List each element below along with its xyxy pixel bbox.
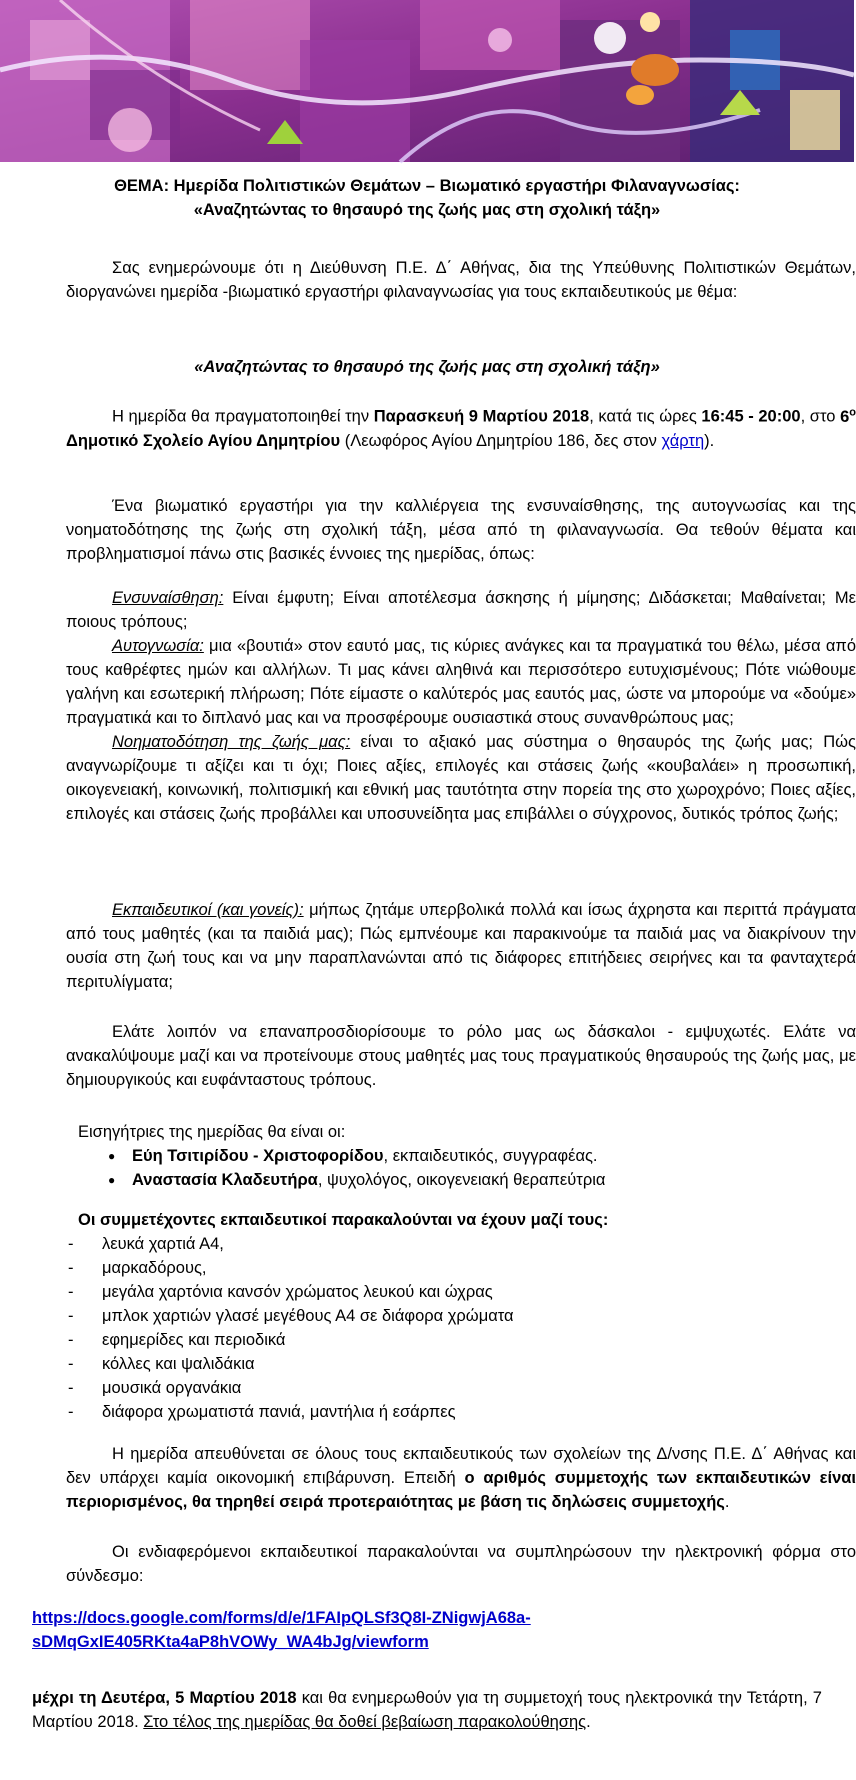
concept-term: Ενσυναίσθηση: xyxy=(112,589,224,607)
school-ordinal: ο xyxy=(849,406,856,418)
audience-priority-note: ο αριθμός συμμετοχής των εκπαιδευτικών είναι περιορισμένος, θα τηρηθεί σειρά προτεραιότητας με βάση τις δηλώσεις συμμετοχής xyxy=(66,1469,856,1511)
subject-line-1: ΘΕΜΑ: Ημερίδα Πολιτιστικών Θεμάτων – Βιωματικό εργαστήρι Φιλαναγνωσίας: xyxy=(114,177,740,195)
material-item: - κόλλες και ψαλιδάκια xyxy=(66,1352,856,1376)
event-hours: 16:45 - 20:00 xyxy=(701,407,801,426)
audience-paragraph xyxy=(66,1442,856,1514)
theme-title: «Αναζητώντας το θησαυρό της ζωής μας στη σχολική τάξη» xyxy=(194,358,660,376)
material-item: - μπλοκ χαρτιών γλασέ μεγέθους Α4 σε διάφορα χρώματα xyxy=(66,1304,856,1328)
subject-heading xyxy=(0,174,854,222)
form-intro: Οι ενδιαφερόμενοι εκπαιδευτικοί παρακαλούνται να συμπληρώσουν την ηλεκτρονική φόρμα στο σύνδεσμο: xyxy=(66,1543,856,1585)
speaker-name: Αναστασία Κλαδευτήρα xyxy=(132,1171,318,1189)
material-item: - μαρκαδόρους, xyxy=(66,1256,856,1280)
google-form-link[interactable] xyxy=(32,1609,531,1651)
when-text-2: , κατά τις ώρες xyxy=(589,407,702,426)
concept-text: μήπως ζητάμε υπερβολικά πολλά και ίσως άχρηστα και περιττά πράγματα από τους μαθητές (και τα παιδιά μας); Πώς εμπνέουμε και παρακινούμε τα παιδιά μας να διακρίνουν την ουσία στη ζωή τους και να μην παραπλανώνται από τις διάφορες επιτήδειες σειρήνες και τα φανταχτερά περιτυλίγματα; xyxy=(66,901,856,991)
material-item: - λευκά χαρτιά Α4, xyxy=(66,1232,856,1256)
speaker-item xyxy=(102,1144,856,1168)
subject-line-2: «Αναζητώντας το θησαυρό της ζωής μας στη σχολική τάξη» xyxy=(193,201,661,219)
speaker-role: , ψυχολόγος, οικογενειακή θεραπεύτρια xyxy=(317,1171,606,1189)
concept-text: μια «βουτιά» στον εαυτό μας, τις κύριες ανάγκες και τα πραγματικά του θέλω, μέσα από τους καθρέφτες ημών και αλλήλων. Τι μας κάνει αληθινά και περισσότερο ευτυχισμένους; Πότε νιώθουμε γαλήνη και εσωτερική πλήρωση; Πότε είμαστε ο καλύτερός μας εαυτός μας, ώστε να μπορούμε να «δούμε» πραγματικά και το διπλανό μας και να προσφέρουμε ουσιαστικά στους συνανθρώπους μας; xyxy=(66,637,856,727)
map-link[interactable]: χάρτη xyxy=(661,431,705,450)
speaker-name: Εύη Τσιτιρίδου - Χριστοφορίδου xyxy=(132,1147,384,1165)
concept-term: Αυτογνωσία: xyxy=(112,637,204,655)
form-url-part-2[interactable]: sDMqGxIE405RKta4aP8hVOWy_WA4bJg/viewform xyxy=(32,1633,429,1651)
speakers-section xyxy=(66,1120,856,1192)
event-date: Παρασκευή 9 Μαρτίου 2018 xyxy=(373,407,590,426)
deadline-date: μέχρι τη Δευτέρα, 5 Μαρτίου 2018 xyxy=(32,1689,297,1707)
material-item: - εφημερίδες και περιοδικά xyxy=(66,1328,856,1352)
audience-text: Η ημερίδα απευθύνεται σε όλους τους εκπαιδευτικούς των σχολείων της Δ/νσης Π.Ε. Δ΄ Αθήνας και δεν υπάρχει καμία οικονομική επιβάρυνση. Επειδή xyxy=(66,1445,856,1487)
speaker-item xyxy=(102,1168,856,1192)
when-text-3: , στο xyxy=(800,407,841,426)
speakers-intro: Εισηγήτριες της ημερίδας θα είναι οι: xyxy=(78,1123,346,1141)
certificate-note: Στο τέλος της ημερίδας θα δοθεί βεβαίωση παρακολούθησης xyxy=(143,1713,587,1731)
materials-section xyxy=(66,1208,856,1424)
concept-meaning-of-life xyxy=(66,730,856,826)
deadline-end: . xyxy=(586,1713,591,1731)
concepts-block xyxy=(66,586,856,826)
school-name: Δημοτικό Σχολείο Αγίου Δημητρίου xyxy=(66,431,341,450)
when-text-5: ). xyxy=(704,431,715,450)
invite-paragraph: Ελάτε λοιπόν να επαναπροσδιορίσουμε το ρόλο μας ως δάσκαλοι - εμψυχωτές. Ελάτε να ανακαλύψουμε μαζί και να προτείνουμε στους μαθητές μας τους πραγματικούς θησαυρούς της ζωής μας, με δημιουργικούς και ευφάνταστους τρόπους. xyxy=(66,1023,856,1089)
intro-paragraph: Σας ενημερώνουμε ότι η Διεύθυνση Π.Ε. Δ΄ Αθήνας, δια της Υπεύθυνης Πολιτιστικών Θεμάτων, διοργανώνει ημερίδα -βιωματικό εργαστήρι φιλαναγνωσίας για τους εκπαιδευτικούς με θέμα: xyxy=(66,259,856,301)
when-text-1: Η ημερίδα θα πραγματοποιηθεί την xyxy=(112,407,374,426)
when-paragraph xyxy=(66,400,856,453)
workshop-paragraph: Ένα βιωματικό εργαστήρι για την καλλιέργεια της ενσυναίσθησης, της αυτογνωσίας και της νοηματοδότησης της ζωής στη σχολική τάξη, μέσα από τη φιλαναγνωσία. Θα τεθούν θέματα και προβληματισμοί πάνω στις βασικές έννοιες της ημερίδας, όπως: xyxy=(66,497,856,563)
school-number: 6 xyxy=(840,407,850,426)
header-illustration xyxy=(0,0,854,162)
audience-end: . xyxy=(724,1493,730,1511)
deadline-text: και θα ενημερωθούν για τη συμμετοχή τους ηλεκτρονικά την Τετάρτη, 7 Μαρτίου 2018. xyxy=(32,1689,822,1731)
material-item: - διάφορα χρωματιστά πανιά, μαντήλια ή εσάρπες xyxy=(66,1400,856,1424)
form-link-block[interactable] xyxy=(32,1606,832,1654)
concept-empathy xyxy=(66,586,856,634)
concept-text: είναι το αξιακό μας σύστημα ο θησαυρός της ζωής μας; Πώς αναγνωρίζουμε τι αξίζει και τι όχι; Ποιες αξίες, επιλογές και στάσεις ζωής «κουβαλάει» η προσωπική, οικογενειακή, κοινωνική, πολιτισμική και εθνική μας ταυτότητα στην πορεία της στο χωροχρόνο; Ποιες αξίες, επιλογές και στάσεις ζωής προβάλλει και υποσυνείδητα μας επιβάλλει ο σύγχρονος, δυτικός τρόπος ζωής; xyxy=(66,733,856,823)
deadline-paragraph xyxy=(32,1686,822,1734)
material-item: - μεγάλα χαρτόνια κανσόν χρώματος λευκού και ώχρας xyxy=(66,1280,856,1304)
decorative-banner-image xyxy=(0,0,854,162)
concept-self-knowledge xyxy=(66,634,856,730)
concept-text: Είναι έμφυτη; Είναι αποτέλεσμα άσκησης ή μίμησης; Διδάσκεται; Μαθαίνεται; Με ποιους τρόπους; xyxy=(66,589,856,631)
materials-list xyxy=(66,1232,856,1424)
concept-teachers xyxy=(66,898,856,994)
material-item: - μουσικά οργανάκια xyxy=(66,1376,856,1400)
materials-title: Οι συμμετέχοντες εκπαιδευτικοί παρακαλούνται να έχουν μαζί τους: xyxy=(78,1211,609,1229)
concept-term: Εκπαιδευτικοί (και γονείς): xyxy=(112,901,304,919)
speaker-role: , εκπαιδευτικός, συγγραφέας. xyxy=(383,1147,598,1165)
form-url-part-1[interactable]: https://docs.google.com/forms/d/e/1FAIpQLSf3Q8I-ZNigwjA68a- xyxy=(32,1609,531,1627)
concept-term: Νοηματοδότηση της ζωής μας: xyxy=(112,733,351,751)
when-text-4: (Λεωφόρος Αγίου Δημητρίου 186, δες στον xyxy=(340,431,662,450)
speakers-list xyxy=(66,1144,856,1192)
